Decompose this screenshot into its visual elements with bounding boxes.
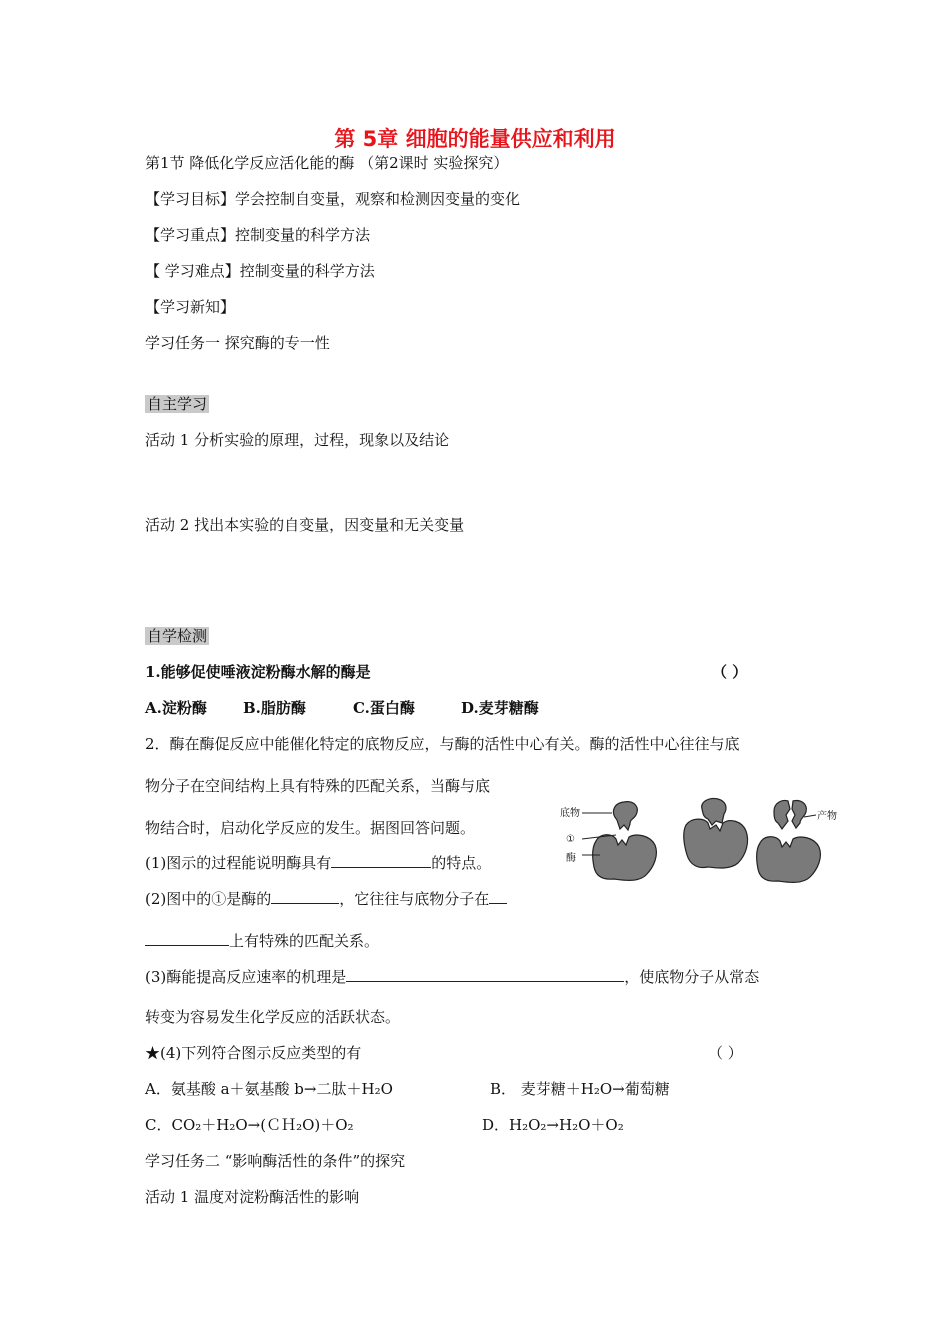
enzyme-shape-3 [757, 837, 821, 883]
question-1-option-d: D.麦芽糖酶 [461, 699, 539, 717]
learning-difficulty: 【 学习难点】控制变量的科学方法 [145, 262, 375, 280]
part-1-text-a: (1)图示的过程能说明酶具有 [145, 854, 332, 872]
question-2-part-3 [145, 966, 759, 987]
question-1-option-a: A.淀粉酶 [145, 699, 207, 717]
part-2-blank-1[interactable] [271, 889, 339, 904]
product-shape-b [792, 801, 806, 828]
figure-label-product: 产物 [817, 811, 837, 822]
enzyme-shape-1 [593, 835, 657, 881]
part-2-blank-2b[interactable] [145, 931, 229, 946]
question-2-part-2 [145, 888, 507, 909]
question-2-option-c: C．CO₂＋H₂O→(ＣＨ₂O)＋O₂ [145, 1116, 354, 1134]
question-2-option-b: B． 麦芽糖＋H₂O→葡萄糖 [490, 1080, 670, 1098]
question-1-answer-paren: （ ） [712, 663, 748, 681]
part-3-text-b: ，使底物分子从常态 [624, 968, 760, 986]
question-1-stem: 1.能够促使唾液淀粉酶水解的酶是 [145, 663, 371, 681]
question-2-line-2: 物分子在空间结构上具有特殊的匹配关系，当酶与底 [145, 777, 491, 795]
part-3-text-a: (3)酶能提高反应速率的机理是 [145, 968, 347, 986]
part-2-text-b: ，它往往与底物分子在 [339, 890, 490, 908]
enzyme-shape-2 [684, 819, 748, 868]
section-heading: 第1节 降低化学反应活化能的酶 （第2课时 实验探究） [145, 154, 509, 172]
figure-label-circle-1: ① [566, 834, 575, 845]
figure-label-enzyme: 酶 [566, 853, 576, 864]
new-knowledge-heading: 【学习新知】 [145, 298, 236, 316]
question-2-part-4-answer-paren: （ ） [708, 1044, 743, 1062]
question-2-part-3-continued: 转变为容易发生化学反应的活跃状态。 [145, 1008, 401, 1026]
question-2-part-2-continued [145, 930, 379, 951]
question-1-option-b: B.脂肪酶 [243, 699, 306, 717]
learning-key-point: 【学习重点】控制变量的科学方法 [145, 226, 371, 244]
self-check-label: 自学检测 [147, 627, 208, 645]
chapter-title: 第 5章 细胞的能量供应和利用 [334, 127, 616, 151]
task-two-activity-one: 活动 1 温度对淀粉酶活性的影响 [145, 1188, 360, 1206]
part-1-blank[interactable] [331, 853, 431, 868]
question-2-option-d: D．H₂O₂→H₂O＋O₂ [482, 1116, 624, 1134]
question-2-line-3: 物结合时，启动化学反应的发生。据图回答问题。 [145, 819, 476, 837]
question-1-option-c: C.蛋白酶 [353, 699, 415, 717]
substrate-shape-1 [613, 802, 637, 830]
question-2-part-4: ★(4)下列符合图示反应类型的有 [145, 1044, 362, 1062]
learning-goal: 【学习目标】学会控制自变量，观察和检测因变量的变化 [145, 190, 521, 208]
task-two-heading: 学习任务二 “影响酶活性的条件”的探究 [145, 1152, 406, 1170]
part-1-text-b: 的特点。 [431, 854, 492, 872]
task-one-heading: 学习任务一 探究酶的专一性 [145, 334, 330, 352]
part-2-text-c: 上有特殊的匹配关系。 [229, 932, 380, 950]
question-2-line-1: 2．酶在酶促反应中能催化特定的底物反应，与酶的活性中心有关。酶的活性中心往往与底 [145, 735, 740, 753]
question-2-part-1 [145, 852, 491, 873]
self-study-label: 自主学习 [147, 395, 208, 413]
enzyme-substrate-figure [560, 795, 840, 887]
part-2-blank-2a[interactable] [489, 889, 507, 904]
part-2-text-a: (2)图中的①是酶的 [145, 890, 272, 908]
figure-label-substrate: 底物 [560, 808, 580, 819]
activity-one: 活动 1 分析实验的原理，过程，现象以及结论 [145, 431, 450, 449]
activity-two: 活动 2 找出本实验的自变量，因变量和无关变量 [145, 516, 465, 534]
question-2-option-a: A．氨基酸 a＋氨基酸 b→二肽＋H₂O [145, 1080, 393, 1098]
part-3-blank[interactable] [346, 967, 624, 982]
product-shape-a [774, 800, 790, 829]
